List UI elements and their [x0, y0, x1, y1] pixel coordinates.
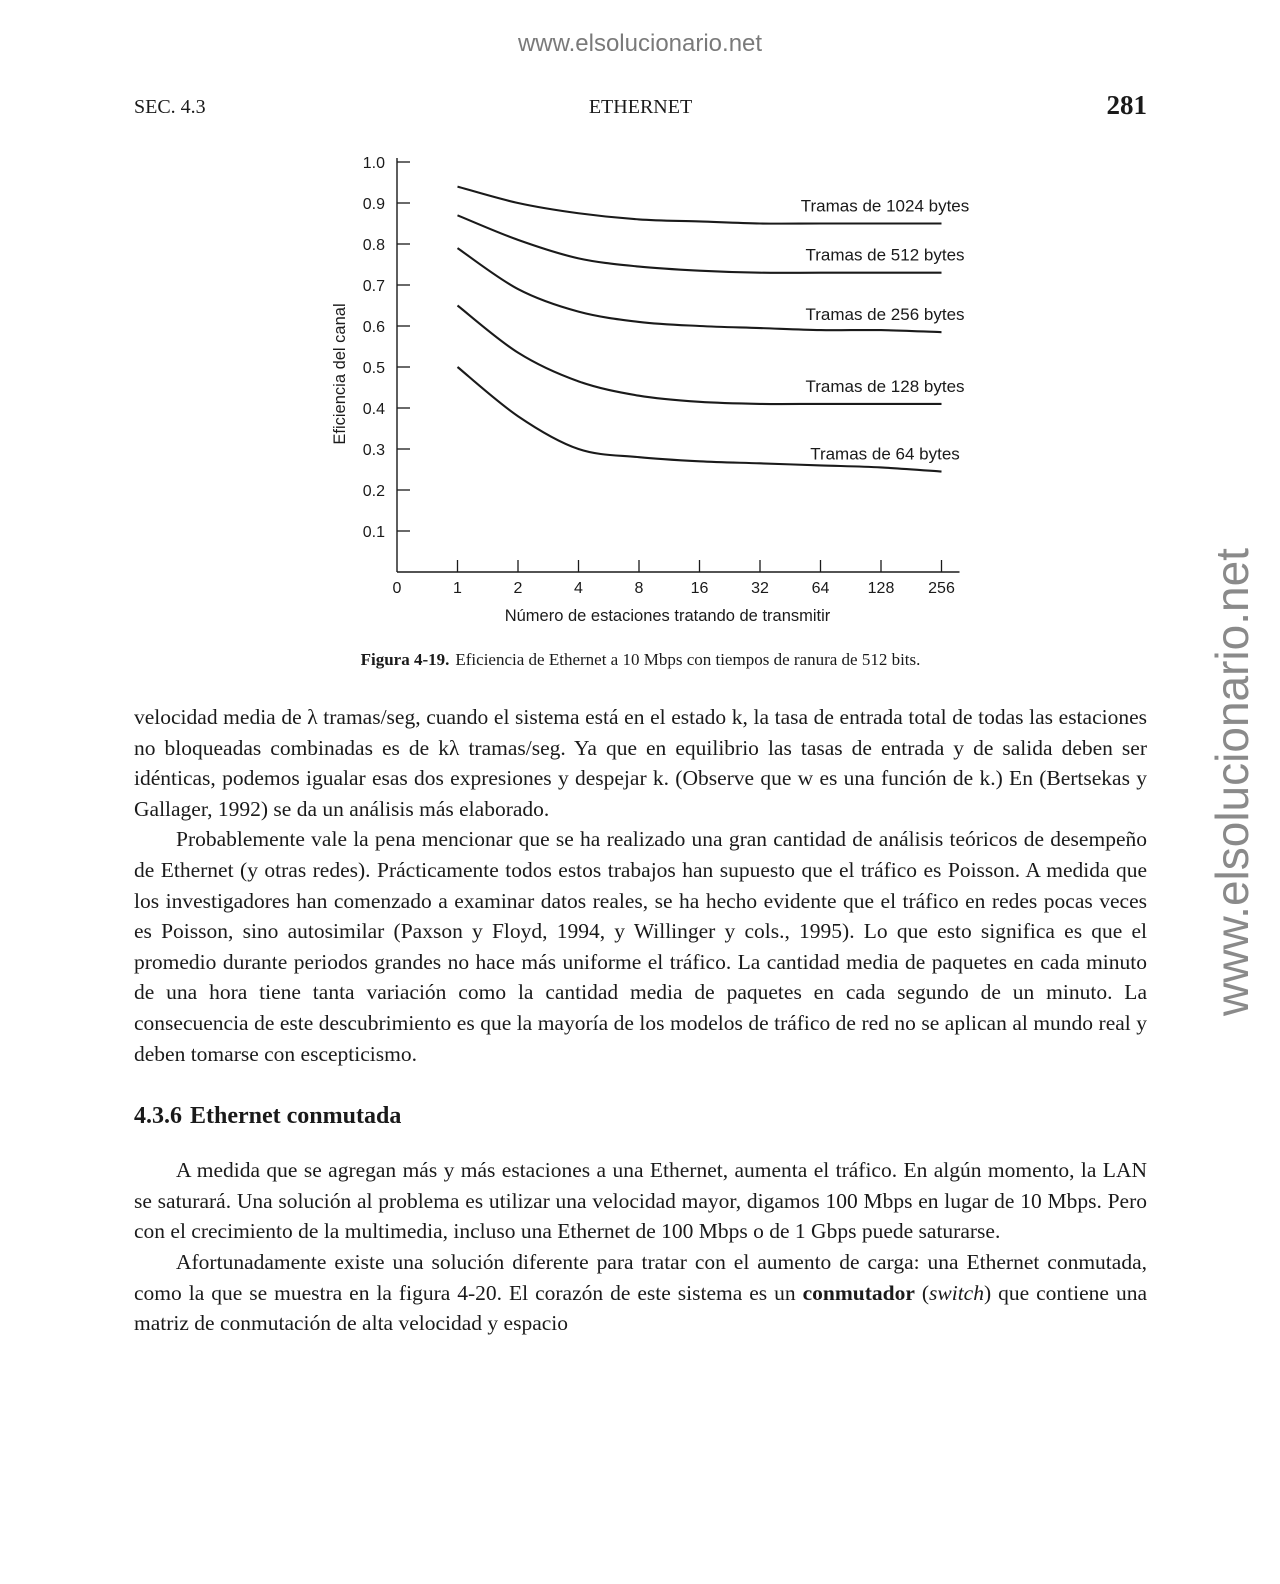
- section-number: 4.3.6: [134, 1103, 182, 1130]
- chapter-title: ETHERNET: [588, 96, 693, 118]
- paragraph-1: velocidad media de λ tramas/seg, cuando el sistema está en el estado k, la tasa de entrada total de todas las estaciones no bloqueadas combinadas es de kλ tramas/seg. Ya que en equilibrio las tasas de entrada y de salida deben ser idénticas, podemos igualar esas dos expresiones y despejar k. (Observe que w es una función de k.) En (Bertsekas y Gallager, 1992) se da un análisis más elaborado.: [134, 705, 1147, 821]
- y-tick-label: 0.3: [362, 442, 385, 459]
- x-tick-label: 64: [811, 580, 830, 597]
- series-label-4: Tramas de 64 bytes: [810, 444, 960, 464]
- term-conmutador: conmutador: [802, 1280, 915, 1305]
- figure-caption-text: Eficiencia de Ethernet a 10 Mbps con tiempos de ranura de 512 bits.: [455, 650, 921, 669]
- y-tick-label: 0.5: [362, 360, 385, 377]
- y-tick-label: 0.8: [362, 237, 385, 254]
- efficiency-chart: [320, 148, 980, 638]
- x-tick-label: 1: [453, 580, 462, 597]
- series-label-2: Tramas de 256 bytes: [805, 305, 965, 325]
- figure-caption-label: Figura 4-19.: [360, 650, 450, 669]
- x-tick-label: 16: [690, 580, 709, 597]
- section-title: Ethernet conmutada: [190, 1103, 402, 1130]
- running-head: [134, 90, 1147, 130]
- paragraph-2: Probablemente vale la pena mencionar que se ha realizado una gran cantidad de análisis teóricos de desempeño de Ethernet (y otras redes). Prácticamente todos estos trabajos han supuesto que el tráfico es Poisson. A medida que los investigadores han comenzado a examinar datos reales, se ha hecho evidente que el tráfico en redes pocas veces es Poisson, sino autosimilar (Paxson y Floyd, 1994, y Willinger y cols., 1995). Lo que esto significa es que el promedio durante periodos grandes no hace más uniforme el tráfico. La cantidad media de paquetes en cada minuto de una hora tiene tanta variación como la cantidad media de paquetes en cada segundo de un minuto. La consecuencia de este descubrimiento es que la mayoría de los modelos de tráfico de red no se aplican al mundo real y deben tomarse con escepticismo.: [134, 827, 1147, 1066]
- x-tick-label: 0: [392, 580, 402, 597]
- x-axis-title: Número de estaciones tratando de transmitir: [504, 607, 831, 625]
- series-label-0: Tramas de 1024 bytes: [800, 196, 970, 216]
- x-tick-label: 32: [751, 580, 769, 597]
- figure-caption: [134, 650, 1147, 670]
- y-tick-label: 1.0: [362, 155, 385, 172]
- x-tick-label: 2: [513, 580, 523, 597]
- section-heading: [134, 1099, 1147, 1133]
- body-text: [134, 702, 1147, 1339]
- watermark-top: www.elsolucionario.net: [517, 30, 763, 57]
- y-tick-label: 0.7: [362, 278, 385, 295]
- y-tick-label: 0.6: [362, 319, 385, 336]
- paragraph-4-lead: Afortunadamente existe una solución diferente para tratar con el aumento de carga: una Ethernet conmutada, como la que se muestra en la figura 4-20. El corazón de este sistema es un: [134, 1249, 1147, 1305]
- x-tick-label: 4: [574, 580, 583, 597]
- x-tick-label: 256: [928, 580, 955, 597]
- paragraph-4: Afortunadamente existe una solución diferente para tratar con el aumento de carga: una Ethernet conmutada, como la que se muestra en la figura 4-20. El corazón de este sistema es un conmutador (switch) que contiene una matriz de conmutación de alta velocidad y espacio: [134, 1249, 1147, 1336]
- y-tick-label: 0.1: [362, 524, 385, 541]
- paragraph-4-rest: que contiene una matriz de conmutación de alta velocidad y espacio: [134, 1280, 1147, 1336]
- y-axis-title: Eficiencia del canal: [331, 303, 349, 445]
- x-tick-label: 128: [867, 580, 895, 597]
- term-switch: switch: [929, 1280, 984, 1305]
- series-label-1: Tramas de 512 bytes: [805, 245, 965, 265]
- paragraph-3: A medida que se agregan más y más estaciones a una Ethernet, aumenta el tráfico. En algún momento, la LAN se saturará. Una solución al problema es utilizar una velocidad mayor, digamos 100 Mbps en lugar de 10 Mbps. Pero con el crecimiento de la multimedia, incluso una Ethernet de 100 Mbps o de 1 Gbps puede saturarse.: [134, 1158, 1147, 1244]
- y-tick-label: 0.2: [362, 483, 385, 500]
- y-tick-label: 0.4: [362, 401, 385, 418]
- series-label-3: Tramas de 128 bytes: [805, 376, 965, 396]
- x-tick-label: 8: [634, 580, 644, 597]
- page-number: 281: [1106, 90, 1147, 120]
- y-tick-label: 0.9: [362, 196, 385, 213]
- watermark-side: www.elsolucionario.net: [1206, 548, 1258, 1016]
- efficiency-figure: [320, 148, 980, 638]
- section-label: SEC. 4.3: [134, 96, 206, 118]
